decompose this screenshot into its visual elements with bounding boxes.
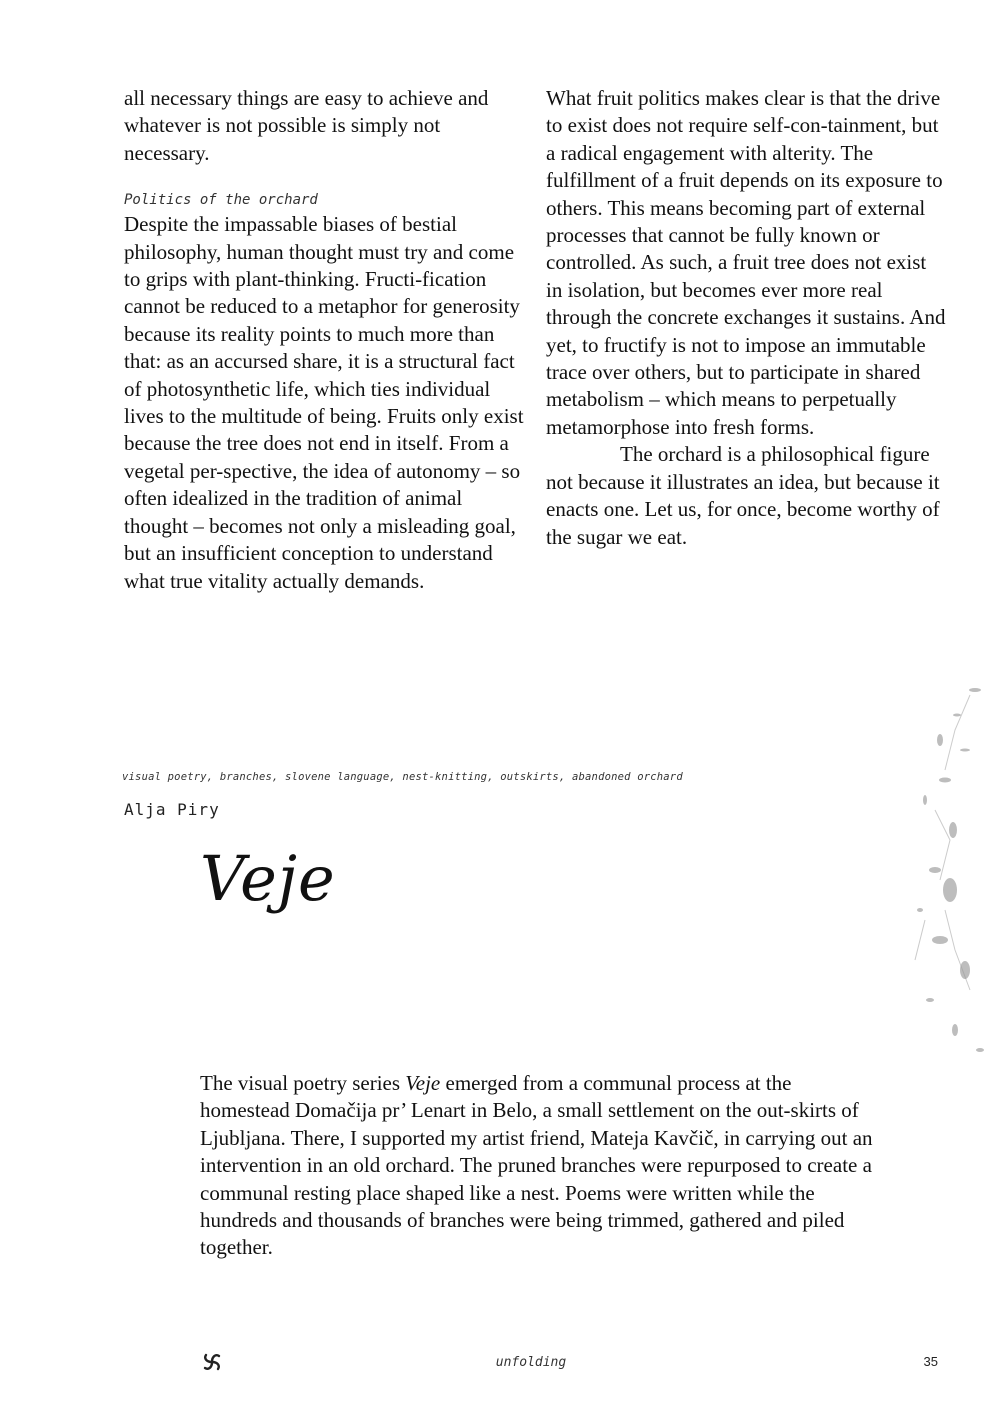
article-intro xyxy=(200,1070,880,1262)
branch-texture-decoration xyxy=(895,670,1000,1070)
right-paragraph-2: The orchard is a philosophical figure not because it illustrates an idea, but because it enacts one. Let us, for once, become worthy of the sugar we eat. xyxy=(546,442,940,549)
section-subheading: Politics of the orchard xyxy=(124,192,318,209)
article-title: Veje xyxy=(200,842,336,915)
intro-paragraph xyxy=(200,1070,880,1262)
publication-name: unfolding xyxy=(495,1355,567,1370)
intro-text-before: The visual poetry series xyxy=(200,1071,406,1095)
page-number: 35 xyxy=(923,1354,938,1369)
intro-text-after: emerged from a communal process at the homestead Domačija pr’ Lenart in Belo, a small settlement on the out-skirts of Ljubljana. There, I supported my artist friend, Mateja Kavčič, in carrying out an intervention in an old orchard. The pruned branches were repurposed to create a communal resting place shaped like a nest. Poems were written while the hundreds and thousands of branches were being trimmed, gathered and piled together. xyxy=(200,1071,873,1260)
author-name: Alja Piry xyxy=(124,800,220,819)
left-column xyxy=(124,85,524,595)
right-column xyxy=(546,85,946,551)
left-continued-paragraph: all necessary things are easy to achieve and whatever is not possible is simply not necessary. xyxy=(124,86,489,165)
right-paragraph-1: What fruit politics makes clear is that the drive to exist does not require self-con-tainment, but a radical engagement with alterity. The fulfillment of a fruit depends on its exposure to others. This means becoming part of external processes that cannot be fully known or controlled. As such, a fruit tree does not exist in isolation, but becomes ever more real through the concrete exchanges it sustains. And yet, to fructify is not to impose an immutable trace over others, but to participate in shared metabolism – which means to perpetually metamorphose into fresh forms. xyxy=(546,86,946,439)
article-tags: visual poetry, branches, slovene language, nest-knitting, outskirts, abandoned orchard xyxy=(122,771,683,783)
left-main-paragraph: Despite the impassable biases of bestial philosophy, human thought must try and come to grips with plant-thinking. Fructi-fication cannot be reduced to a metaphor for generosity because its reality points to much more than that: as an accursed share, it is a structural fact of photosynthetic life, which ties individual lives to the multitude of being. Fruits only exist because the tree does not end in itself. From a vegetal per-spective, the idea of autonomy – so often idealized in the tradition of animal thought – becomes not only a misleading goal, but an insufficient conception to understand what true vitality actually demands. xyxy=(124,212,524,593)
intro-title-italic: Veje xyxy=(405,1071,441,1095)
